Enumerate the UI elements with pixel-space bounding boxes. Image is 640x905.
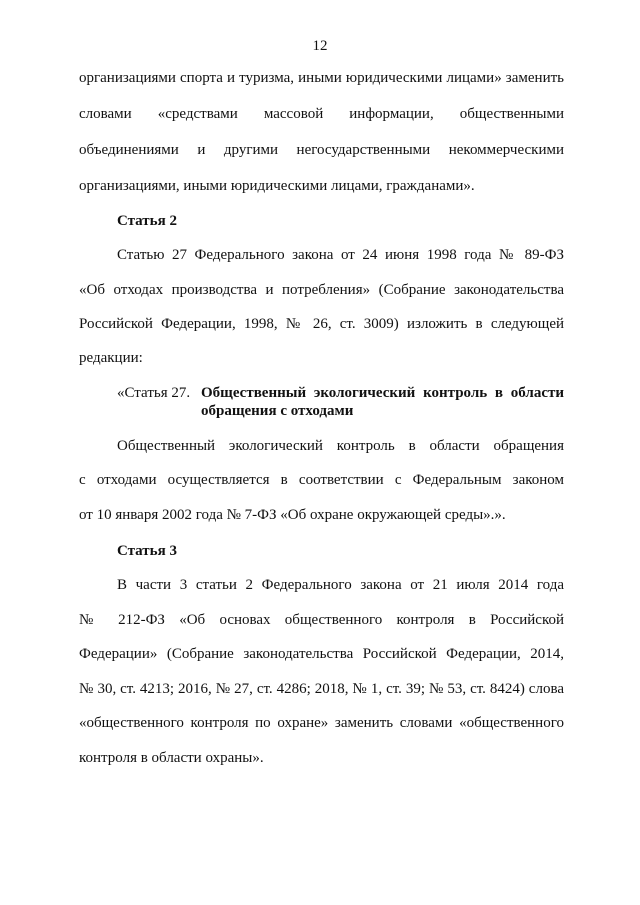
article-heading: Статья 3 <box>117 543 177 559</box>
text-line: контроля в области охраны». <box>79 750 264 766</box>
quoted-article-title-line-1: Общественный экологический контроль в области <box>201 385 564 401</box>
text-line: Статью 27 Федерального закона от 24 июня 1998 года № 89-ФЗ <box>117 247 564 263</box>
text-line: объединениями и другими негосударственными некоммерческими <box>79 142 564 158</box>
text-line: № 212-ФЗ «Об основах общественного контроля в Российской <box>79 612 564 628</box>
text-line: Общественный экологический контроль в области обращения <box>117 438 564 454</box>
text-line: редакции: <box>79 350 143 366</box>
article-heading: Статья 2 <box>117 213 177 229</box>
text-line: организациями спорта и туризма, иными юридическими лицами» заменить <box>79 70 564 86</box>
text-line: организациями, иными юридическими лицами, гражданами». <box>79 178 475 194</box>
text-line: с отходами осуществляется в соответствии с Федеральным законом <box>79 472 564 488</box>
text-line: от 10 января 2002 года № 7-ФЗ «Об охране окружающей среды».». <box>79 507 506 523</box>
text-line: Федерации» (Собрание законодательства Российской Федерации, 2014, <box>79 646 564 662</box>
quoted-article-prefix: «Статья 27. <box>117 385 191 401</box>
quoted-article-title-line-2: обращения с отходами <box>201 403 354 419</box>
text-line: «Об отходах производства и потребления» (Собрание законодательства <box>79 282 564 298</box>
text-line: № 30, ст. 4213; 2016, № 27, ст. 4286; 2018, № 1, ст. 39; № 53, ст. 8424) слова <box>79 681 564 697</box>
page-number: 12 <box>312 38 328 54</box>
text-line: «общественного контроля по охране» заменить словами «общественного <box>79 715 564 731</box>
text-line: В части 3 статьи 2 Федерального закона от 21 июля 2014 года <box>117 577 564 593</box>
text-line: словами «средствами массовой информации, общественными <box>79 106 564 122</box>
text-line: Российской Федерации, 1998, № 26, ст. 3009) изложить в следующей <box>79 316 564 332</box>
